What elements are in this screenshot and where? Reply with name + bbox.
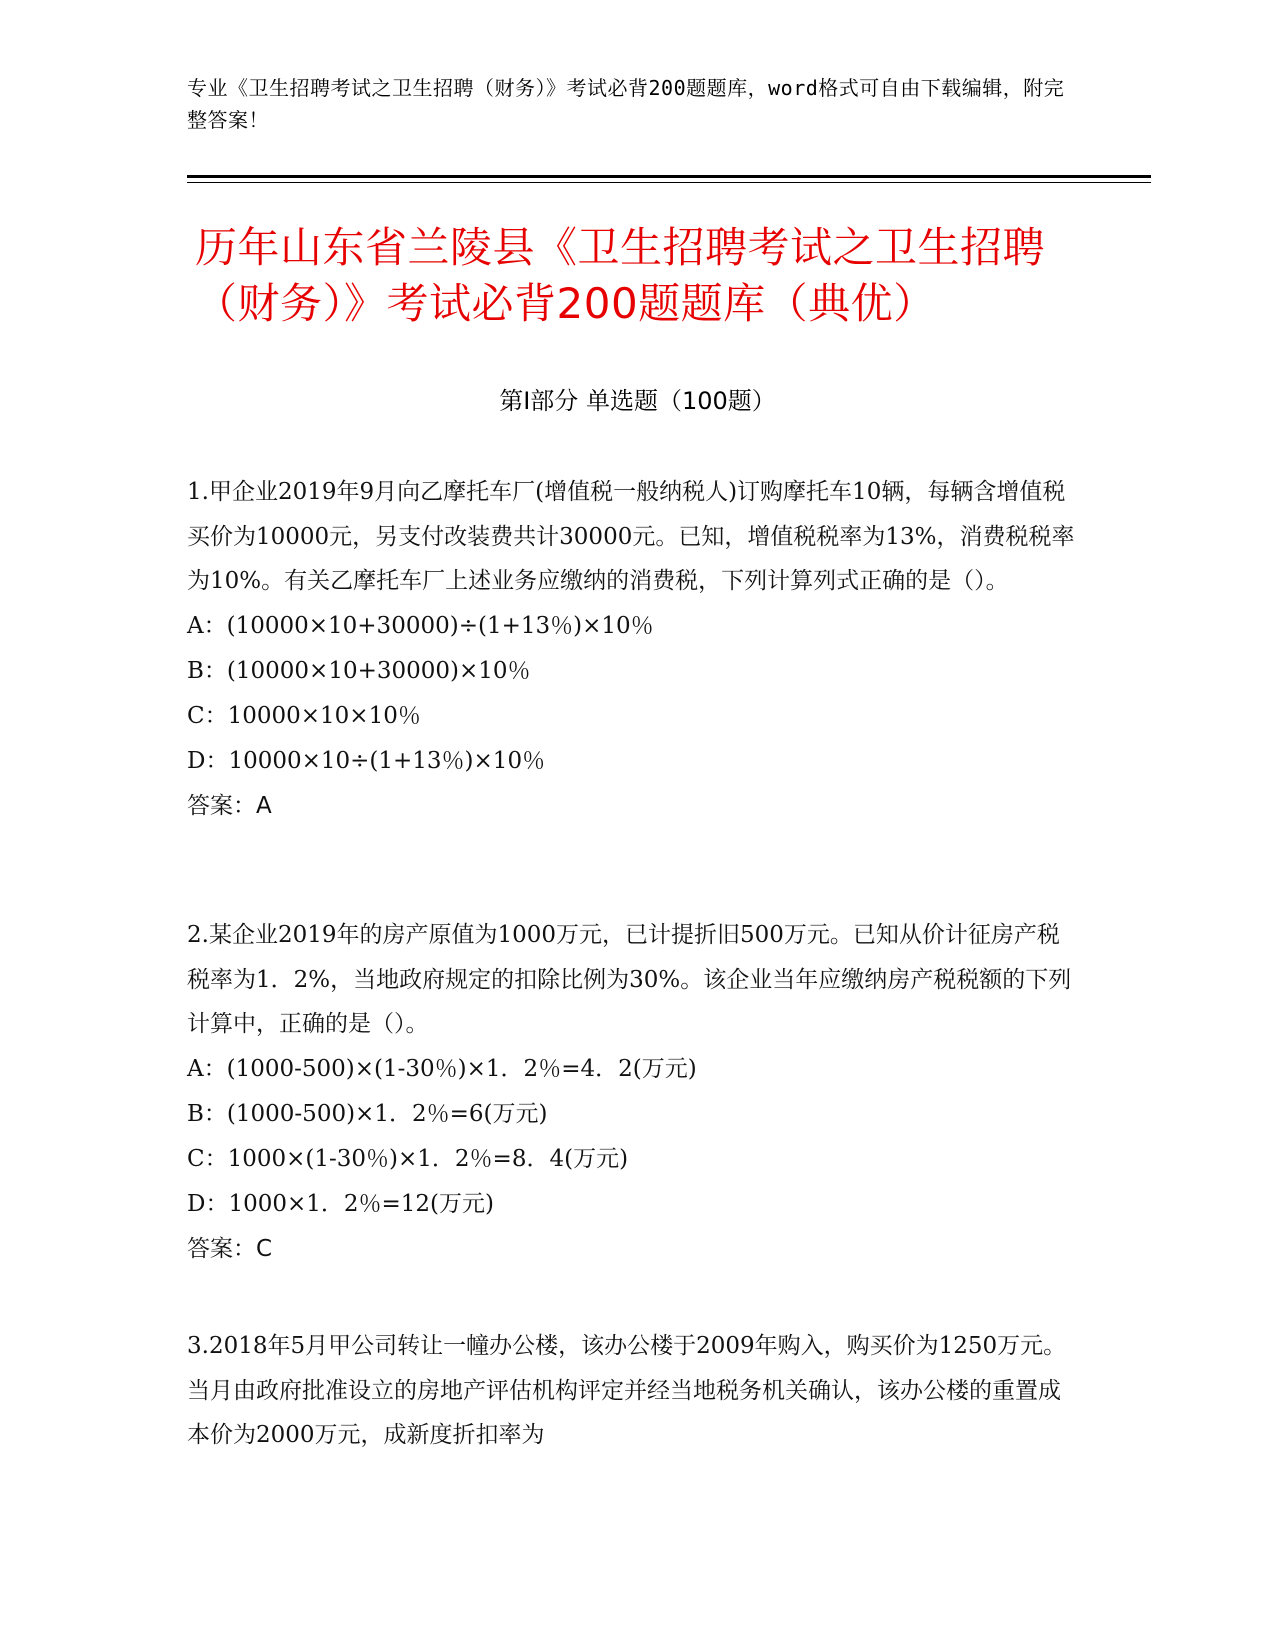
section-heading: 第Ⅰ部分 单选题（100题） (499, 387, 776, 415)
question-3 (187, 1324, 1077, 1458)
answer-label: 答案：A (187, 792, 272, 819)
answer-label: 答案：C (187, 1235, 273, 1262)
question-1 (187, 470, 1077, 829)
option-c: C：10000×10×10％ (187, 702, 421, 729)
option-d: D：10000×10÷(1+13％)×10％ (187, 747, 546, 774)
header-note: 专业《卫生招聘考试之卫生招聘（财务）》考试必背200题题库，word格式可自由下载编辑，附完整答案！ (187, 76, 1065, 132)
question-stem: 2.某企业2019年的房产原值为1000万元，已计提折旧500万元。已知从价计征房产税税率为1．2%，当地政府规定的扣除比例为30%。该企业当年应缴纳房产税税额的下列计算中，正确的是（）。 (187, 922, 1072, 1037)
question-stem: 1.甲企业2019年9月向乙摩托车厂(增值税一般纳税人)订购摩托车10辆，每辆含增值税买价为10000元，另支付改装费共计30000元。已知，增值税税率为13%，消费税税率为10%。有关乙摩托车厂上述业务应缴纳的消费税，下列计算列式正确的是（）。 (187, 479, 1075, 594)
question-stem: 3.2018年5月甲公司转让一幢办公楼，该办公楼于2009年购入，购买价为1250万元。当月由政府批准设立的房地产评估机构评定并经当地税务机关确认，该办公楼的重置成本价为2000万元，成新度折扣率为 (187, 1333, 1067, 1448)
header-divider-thin (187, 182, 1151, 183)
option-d: D：1000×1．2％=12(万元) (187, 1190, 494, 1217)
option-b: B：(10000×10+30000)×10％ (187, 657, 531, 684)
document-title: 历年山东省兰陵县《卫生招聘考试之卫生招聘（财务）》考试必背200题题库（典优） (195, 223, 1046, 328)
option-b: B：(1000-500)×1．2％=6(万元) (187, 1100, 548, 1127)
option-a: A：(10000×10+30000)÷(1+13％)×10％ (187, 612, 654, 639)
header-divider-thick (187, 175, 1151, 178)
option-a: A：(1000-500)×(1-30％)×1．2％=4．2(万元) (187, 1055, 697, 1082)
option-c: C：1000×(1-30％)×1．2％=8．4(万元) (187, 1145, 629, 1172)
question-2 (187, 913, 1077, 1272)
